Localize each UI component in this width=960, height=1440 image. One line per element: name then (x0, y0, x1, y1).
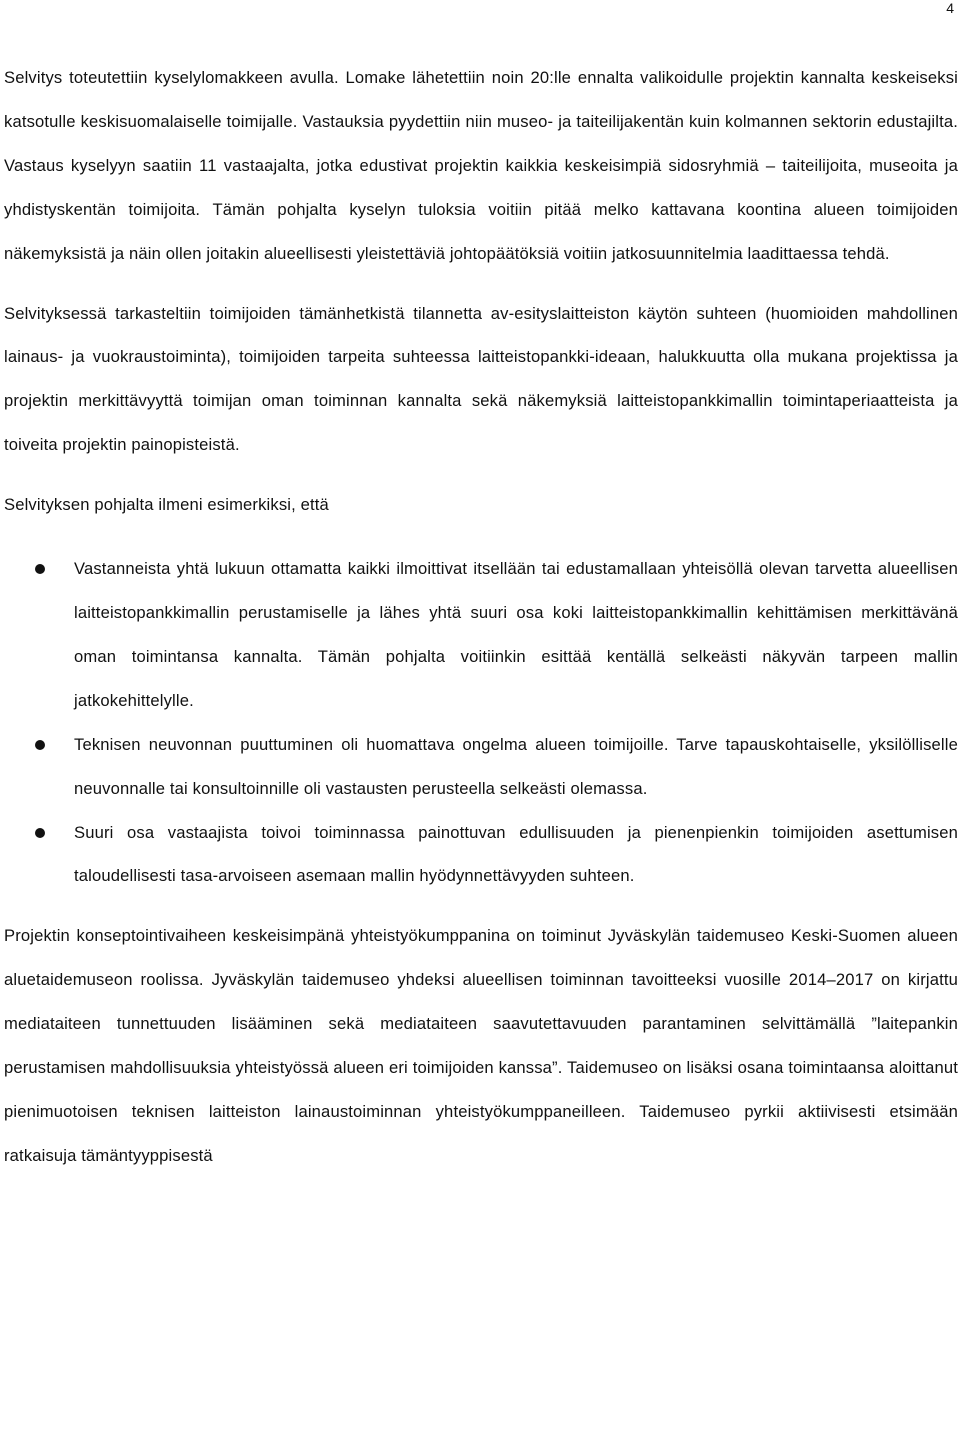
list-item-text: Suuri osa vastaajista toivoi toiminnassa painottuvan edullisuuden ja pienenpienkin toimijoiden asettumisen taloudellisesti tasa-arvoiseen asemaan mallin hyödynnettävyyden suhteen. (74, 822, 958, 886)
list-item-text: Teknisen neuvonnan puuttuminen oli huomattava ongelma alueen toimijoille. Tarve tapauskohtaiselle, yksilölliselle neuvonnalle tai konsultoinnille oli vastausten perusteella selkeästi olemassa. (74, 734, 958, 798)
document-body (4, 56, 958, 1178)
paragraph-survey-scope: Selvityksessä tarkasteltiin toimijoiden tämänhetkistä tilannetta av-esityslaitteiston käytön suhteen (huomioiden mahdollinen lainaus- ja vuokraustoiminta), toimijoiden tarpeita suhteessa laitteistopankki-ideaan, halukkuutta olla mukana projektissa ja projektin merkittävyyttä toimijan oman toiminnan kannalta sekä näkemyksiä laitteistopankkimallin toimintaperiaatteista ja toiveita projektin painopisteistä. (4, 303, 958, 455)
paragraph-partner: Projektin konseptointivaiheen keskeisimpänä yhteistyökumppanina on toiminut Jyväskylän taidemuseo Keski-Suomen alueen aluetaidemuseon roolissa. Jyväskylän taidemuseo yhdeksi alueellisen toiminnan tavoitteeksi vuosille 2014–2017 on kirjattu mediataiteen tunnettuuden lisääminen sekä mediataiteen saavutettavuuden parantaminen selvittämällä ”laitepankin perustamisen mahdollisuuksia yhteistyössä alueen eri toimijoiden kanssa”. Taidemuseo on lisäksi osana toimintaansa aloittanut pienimuotoisen teknisen laitteiston lainaustoiminnan yhteistyökumppaneilleen. Taidemuseo pyrkii aktiivisesti etsimään ratkaisuja tämäntyyppisestä (4, 926, 958, 1165)
paragraph-survey-method: Selvitys toteutettiin kyselylomakkeen avulla. Lomake lähetettiin noin 20:lle ennalta valikoidulle projektin kannalta keskeiseksi katsotulle keskisuomalaiselle toimijalle. Vastauksia pyydettiin niin museo- ja taiteilijakentän kuin kolmannen sektorin edustajilta. Vastaus kyselyyn saatiin 11 vastaajalta, jotka edustivat projektin kaikkia keskeisimpiä sidosryhmiä – taiteilijoita, museoita ja yhdistyskentän toimijoita. Tämän pohjalta kyselyn tuloksia voitiin pitää melko kattavana koontina alueen toimijoiden näkemyksistä ja näin ollen joitakin alueellisesti yleistettäviä johtopäätöksiä voitiin jatkosuunnitelmia laadittaessa tehdä. (4, 68, 958, 263)
bullet-icon (35, 564, 45, 574)
list-item (4, 723, 958, 811)
list-item-text: Vastanneista yhtä lukuun ottamatta kaikki ilmoittivat itsellään tai edustamallaan yhteisöllä olevan tarvetta alueellisen laitteistopankkimallin perustamiselle ja lähes yhtä suuri osa koki laitteistopankkimallin kehittämisen merkittävänä oman toimintansa kannalta. Tämän pohjalta voitiinkin esittää kentällä selkeästi näkyvän tarpeen mallin jatkokehittelylle. (74, 559, 958, 710)
list-item (4, 811, 958, 899)
paragraph-findings-intro: Selvityksen pohjalta ilmeni esimerkiksi, että (4, 495, 329, 515)
bullet-icon (35, 828, 45, 838)
findings-list (4, 547, 958, 898)
bullet-icon (35, 740, 45, 750)
page-number: 4 (946, 0, 954, 16)
list-item (4, 547, 958, 723)
